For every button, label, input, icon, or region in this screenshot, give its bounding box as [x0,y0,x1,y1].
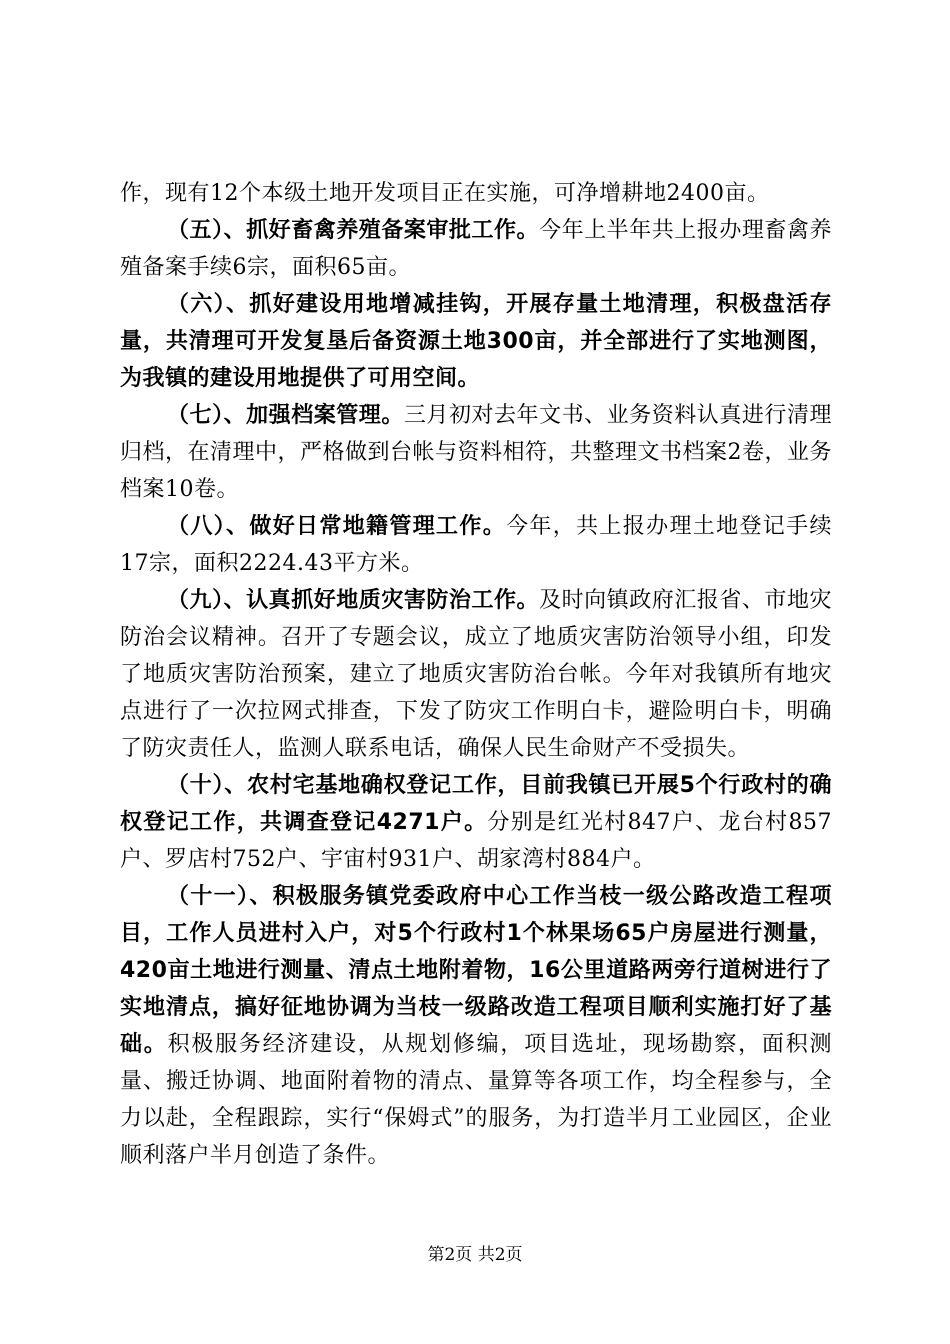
paragraph-section-7 [120,397,832,508]
paragraph-text: 今年上半年共上报办理畜禽养殖备案手续6宗，面积65亩。 [120,218,832,280]
paragraph-section-9 [120,582,832,767]
section-heading: （九）、认真抓好地质灾害防治工作。 [167,588,540,613]
page-footer [0,1240,950,1265]
section-heading: （十一）、积极服务镇党委政府中心工作当枝一级公路改造工程项目，工作人员进村入户，对5个行政村1个林果场65户房屋进行测量，420亩土地进行测量、清点土地附着物，16公里道路两旁行道树进行了实地清点，搞好征地协调为当枝一级路改造工程项目顺利实施打好了基础。 [120,884,832,1057]
paragraph-text: 及时向镇政府汇报省、市地灾防治会议精神。召开了专题会议，成立了地质灾害防治领导小组，印发了地质灾害防治预案，建立了地质灾害防治台帐。今年对我镇所有地灾点进行了一次拉网式排查，下发了防灾工作明白卡，避险明白卡，明确了防灾责任人，监测人联系电话，确保人民生命财产不受损失。 [120,588,832,761]
document-body [120,175,832,1174]
paragraph-continuation [120,175,832,212]
paragraph-section-6 [120,286,832,397]
paragraph-section-11 [120,878,832,1174]
paragraph-text: 作，现有12个本级土地开发项目正在实施，可净增耕地2400亩。 [120,181,770,206]
paragraph-text: 今年，共上报办理土地登记手续17宗，面积2224.43平方米。 [120,514,832,576]
paragraph-text: 三月初对去年文书、业务资料认真进行清理归档，在清理中，严格做到台帐与资料相符，共整理文书档案2卷，业务档案10卷。 [120,403,832,502]
page-number-label: 第2页 共2页 [427,1245,523,1265]
section-heading: （六）、抓好建设用地增减挂钩，开展存量土地清理，积极盘活存量，共清理可开发复垦后备资源土地300亩，并全部进行了实地测图，为我镇的建设用地提供了可用空间。 [120,292,832,391]
paragraph-text: 积极服务经济建设，从规划修编，项目选址，现场勘察，面积测量、搬迁协调、地面附着物的清点、量算等各项工作，均全程参与，全力以赴，全程跟踪，实行“保姆式”的服务，为打造半月工业园区，企业顺利落户半月创造了条件。 [120,1032,832,1168]
section-heading: （八）、做好日常地籍管理工作。 [167,514,507,539]
section-heading: （十）、农村宅基地确权登记工作，目前我镇已开展5个行政村的确权登记工作，共调查登记4271户。 [120,773,832,835]
section-heading: （七）、加强档案管理。 [167,403,404,428]
paragraph-section-8 [120,508,832,582]
paragraph-section-5 [120,212,832,286]
paragraph-section-10 [120,767,832,878]
paragraph-text: 分别是红光村847户、龙台村857户、罗店村752户、宇宙村931户、胡家湾村884户。 [120,810,833,872]
section-heading: （五）、抓好畜禽养殖备案审批工作。 [167,218,540,243]
